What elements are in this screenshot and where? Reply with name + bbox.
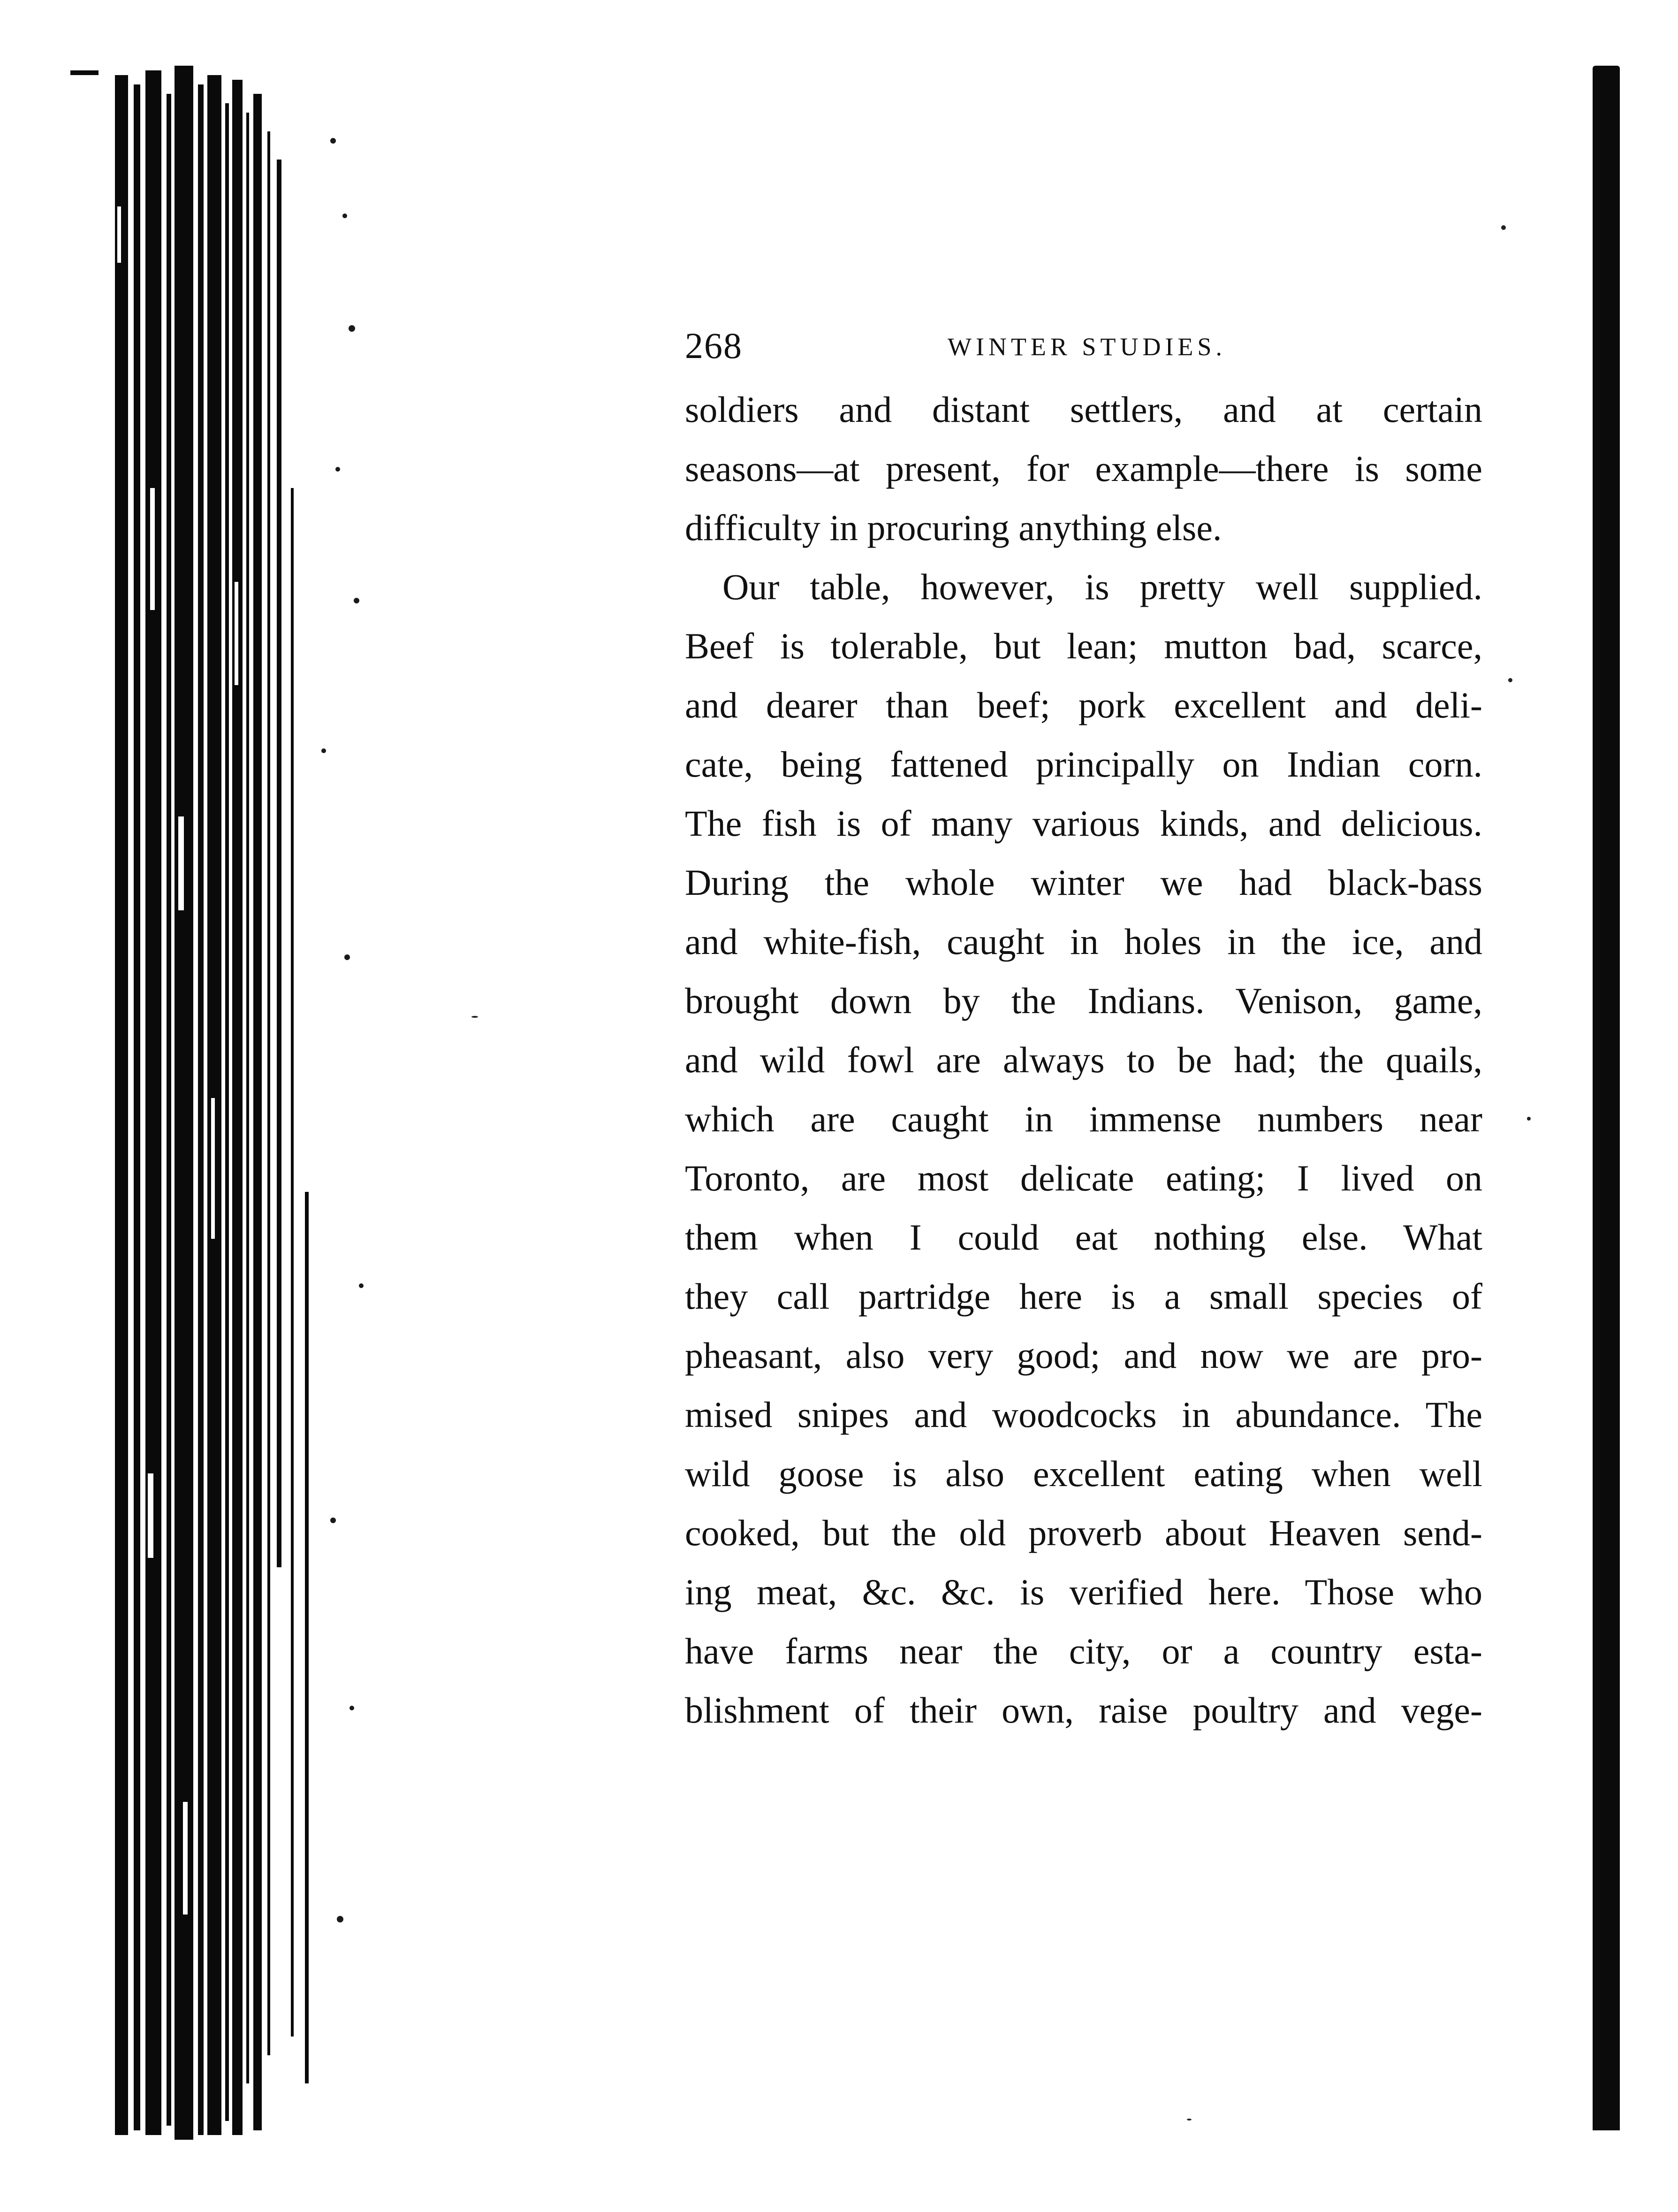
body-text [685, 380, 1482, 1740]
text-line: cooked, but the old proverb about Heaven send- [685, 1512, 1482, 1553]
text-line: difficulty in procuring anything else. [685, 507, 1222, 548]
page-edge-bar [1593, 66, 1620, 2130]
binding-shadow-scan-artifact [70, 66, 389, 2140]
page-number: 268 [685, 325, 743, 366]
text-line: soldiers and distant settlers, and at certain [685, 389, 1482, 430]
text-line: pheasant, also very good; and now we are pro- [685, 1335, 1482, 1376]
running-title: WINTER STUDIES. [948, 333, 1226, 361]
text-line: Beef is tolerable, but lean; mutton bad, scarce, [685, 625, 1482, 666]
text-line: them when I could eat nothing else. What [685, 1217, 1482, 1258]
scan-speck [1501, 225, 1506, 230]
text-line: have farms near the city, or a country esta- [685, 1631, 1482, 1671]
text-line: blishment of their own, raise poultry and vege- [685, 1690, 1482, 1731]
text-line: ing meat, &c. &c. is verified here. Those who [685, 1571, 1482, 1612]
text-line: and dearer than beef; pork excellent and deli- [685, 685, 1482, 725]
text-line: they call partridge here is a small species of [685, 1276, 1482, 1317]
text-line: cate, being fattened principally on Indian corn. [685, 744, 1482, 785]
text-line: Toronto, are most delicate eating; I lived on [685, 1158, 1482, 1198]
scan-speck [1508, 678, 1512, 682]
text-line: The fish is of many various kinds, and delicious. [685, 803, 1482, 844]
paragraph [685, 557, 1482, 1740]
text-line: seasons—at present, for example—there is some [685, 448, 1482, 489]
scan-speck [1527, 1117, 1531, 1121]
text-line: brought down by the Indians. Venison, game, [685, 980, 1482, 1021]
text-line: Our table, however, is pretty well supplied. [722, 566, 1482, 607]
text-line: which are caught in immense numbers near [685, 1098, 1482, 1139]
text-line: wild goose is also excellent eating when well [685, 1453, 1482, 1494]
text-line: and white-fish, caught in holes in the ice, and [685, 921, 1482, 962]
running-head [685, 319, 1482, 375]
scan-speck [471, 1016, 478, 1018]
text-line: and wild fowl are always to be had; the quails, [685, 1039, 1482, 1080]
scan-speck [1187, 2119, 1192, 2120]
text-line: mised snipes and woodcocks in abundance. The [685, 1394, 1482, 1435]
book-page [685, 319, 1482, 1740]
paragraph [685, 380, 1482, 557]
text-line: During the whole winter we had black-bass [685, 862, 1482, 903]
